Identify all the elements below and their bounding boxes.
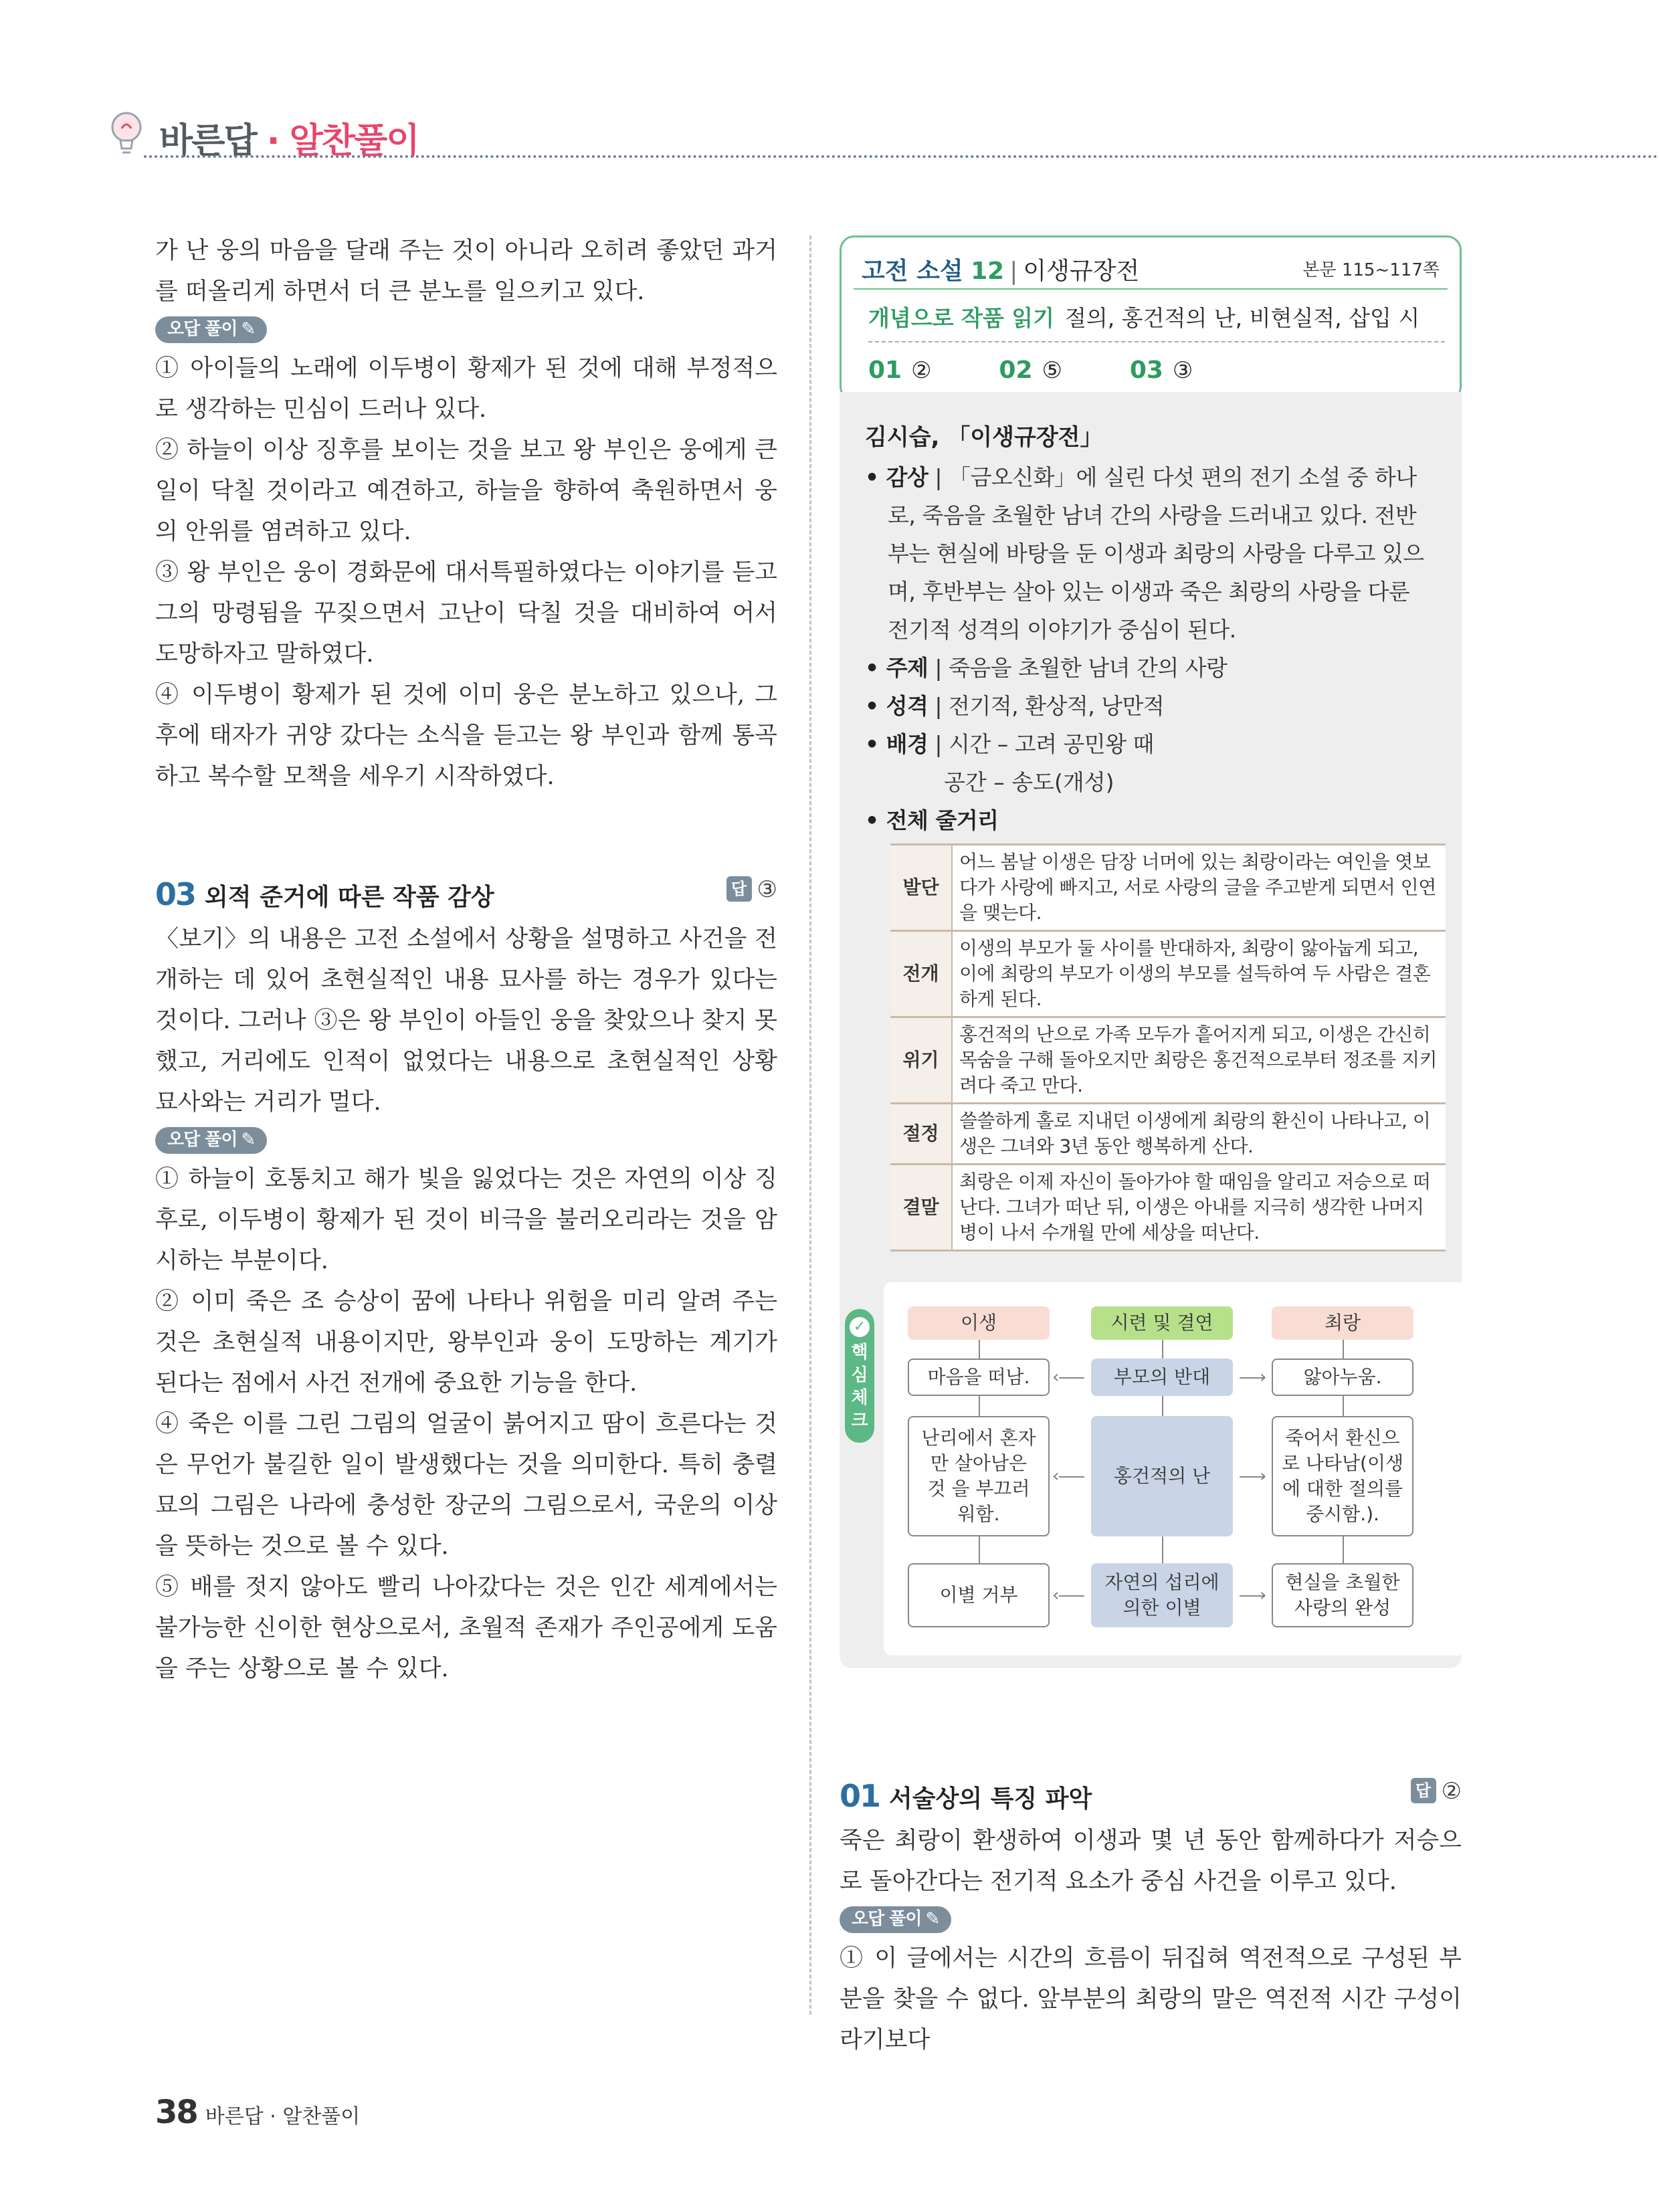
connector-line — [1162, 1536, 1163, 1563]
question-01-body: 죽은 최랑이 환생하여 이생과 몇 년 동안 함께하다가 저승으로 돌아간다는 전기적 요소가 중심 사건을 이루고 있다. — [840, 1827, 1462, 1895]
summary-theme-label: • 주제 — [865, 655, 929, 681]
pencil-icon: ✎ — [241, 319, 256, 339]
connector-line — [1343, 1340, 1344, 1359]
answer-label: 답 — [1411, 1778, 1436, 1803]
answer-value: ③ — [757, 876, 777, 903]
column-divider — [809, 235, 811, 2015]
page-footer — [155, 2094, 360, 2131]
intro-paragraph: 가 난 웅의 마음을 달래 주는 것이 아니라 오히려 좋았던 과거를 떠올리게 하면서 더 큰 분노를 일으키고 있다. — [155, 237, 777, 305]
plot-stage: 결말 — [890, 1165, 952, 1251]
page-number: 38 — [155, 2094, 197, 2131]
diagram-header: 이생 — [908, 1306, 1050, 1340]
plot-text: 어느 봄날 이생은 담장 너머에 있는 최랑이라는 여인을 엿보다가 사랑에 빠지고, 서로 사랑의 글을 주고받게 되면서 인연을 맺는다. — [952, 845, 1446, 931]
concept-text: 절의, 홍건적의 난, 비현실적, 삽입 시 — [1065, 305, 1420, 331]
concept-label: 개념으로 작품 읽기 — [868, 305, 1055, 331]
work-name: 이생규장전 — [1023, 258, 1140, 285]
question-03-header — [155, 876, 777, 919]
connector-line — [979, 1396, 980, 1416]
plot-stage: 위기 — [890, 1017, 952, 1104]
arrow-line — [1059, 1476, 1084, 1478]
plot-row — [890, 931, 1446, 1017]
wrong-answer-tag-label: 오답 풀이 — [167, 319, 237, 339]
question-01-header — [840, 1778, 1462, 1821]
summary-appreciation: • 감상 | 「금오신화」에 실린 다섯 편의 전기 소설 중 하나로, 죽음을 초월한 남녀 간의 사랑을 드러내고 있다. 전반부는 현실에 바탕을 둔 이생과 최랑의 사랑을 다루고 있으며, 후반부는 살아 있는 이생과 죽은 최랑의 사랑을 다룬 전기적 성격의 이야기가 중심이 된다. — [865, 464, 1424, 643]
pencil-icon: ✎ — [925, 1909, 940, 1929]
diagram-header: 시련 및 결연 — [1091, 1306, 1233, 1340]
plot-row — [890, 1104, 1446, 1165]
diagram-header: 최랑 — [1272, 1306, 1413, 1340]
spacer — [155, 797, 777, 876]
explanation-item: ① 하늘이 호통치고 해가 빛을 잃었다는 것은 자연의 이상 징후로, 이두병이 황제가 된 것이 비극을 불러오리라는 것을 암시하는 부분이다. — [155, 1166, 777, 1274]
lightbulb-icon — [107, 110, 146, 158]
question-03-body: 〈보기〉의 내용은 고전 소설에서 상황을 설명하고 사건을 전개하는 데 있어 초현실적인 내용 묘사를 하는 경우가 있다는 것이다. 그러나 ③은 왕 부인이 아들인 웅을 찾았으나 찾지 못했고, 거리에도 인적이 없었다는 내용으로 초현실적인 상황 묘사와는 거리가 멀다. — [155, 926, 777, 1116]
work-card-title-bar — [854, 244, 1448, 290]
explanation-item: ① 아이들의 노래에 이두병이 황제가 된 것에 대해 부정적으로 생각하는 민심이 드러나 있다. — [155, 355, 777, 423]
explanation-item: ④ 이두병이 황제가 된 것에 이미 웅은 분노하고 있으나, 그 후에 태자가 귀양 갔다는 소식을 듣고는 왕 부인과 함께 통곡하고 복수할 모책을 세우기 시작하였다. — [155, 682, 777, 790]
summary-setting-label: • 배경 — [865, 731, 929, 757]
title-separator: | — [1009, 258, 1018, 285]
diagram-node: 부모의 반대 — [1091, 1359, 1233, 1396]
page-header — [107, 107, 1659, 161]
summary-setting-time: 시간 – 고려 공민왕 때 — [948, 731, 1154, 757]
diagram-node: 앓아누움. — [1272, 1359, 1413, 1396]
summary-nature-text: 전기적, 환상적, 낭만적 — [948, 693, 1165, 719]
arrow-left-icon: ‹ — [1052, 1585, 1060, 1605]
summary-nature: • 성격 | 전기적, 환상적, 낭만적 — [865, 693, 1165, 719]
answer-key-number: 02 — [999, 357, 1033, 384]
wrong-answer-tag-label: 오답 풀이 — [167, 1130, 237, 1150]
plot-stage: 발단 — [890, 845, 952, 931]
pencil-icon: ✎ — [241, 1130, 256, 1150]
answer-key-value: ② — [911, 357, 932, 384]
summary-appreciation-label: • 감상 — [865, 464, 929, 490]
diagram-node: 홍건적의 난 — [1091, 1416, 1233, 1536]
concept-dashed-rule — [868, 341, 1445, 342]
answer-badge — [726, 876, 777, 903]
right-column — [840, 235, 1462, 1668]
summary-setting-space: 공간 – 송도(개성) — [944, 769, 1114, 795]
answer-value: ② — [1441, 1778, 1462, 1805]
core-check-diagram — [851, 1282, 1466, 1655]
summary-theme-text: 죽음을 초월한 남녀 간의 사랑 — [948, 655, 1228, 681]
plot-text: 이생의 부모가 둘 사이를 반대하자, 최랑이 앓아눕게 되고, 이에 최랑의 부모가 이생의 부모를 설득하여 두 사람은 결혼하게 된다. — [952, 931, 1446, 1017]
plot-stage: 절정 — [890, 1104, 952, 1165]
work-card — [840, 235, 1462, 401]
diagram-node: 이별 거부 — [908, 1563, 1050, 1627]
header-title-dot: · — [256, 121, 290, 161]
answer-key-number: 03 — [1129, 357, 1163, 384]
connector-line — [1343, 1536, 1344, 1563]
plot-stage: 전개 — [890, 931, 952, 1017]
left-column — [155, 231, 777, 1690]
connector-line — [1162, 1340, 1163, 1359]
plot-row — [890, 1165, 1446, 1251]
explanation-item: ③ 왕 부인은 웅이 경화문에 대서특필하였다는 이야기를 듣고 그의 망령됨을 꾸짖으면서 고난이 닥칠 것을 대비하여 어서 도망하자고 말하였다. — [155, 559, 777, 668]
question-title: 서술상의 특징 파악 — [889, 1785, 1092, 1813]
explanation-item: ① 이 글에서는 시간의 흐름이 뒤집혀 역전적으로 구성된 부분을 찾을 수 없다. 앞부분의 최랑의 말은 역전적 시간 구성이라기보다 — [840, 1945, 1462, 2053]
connector-line — [979, 1340, 980, 1359]
diagram-node: 죽어서 환신으 로 나타남(이생 에 대한 절의를 중시함.). — [1272, 1416, 1413, 1536]
plot-table — [890, 843, 1446, 1251]
question-number: 01 — [840, 1778, 880, 1814]
header-title-sub: 알찬풀이 — [289, 121, 419, 161]
arrow-right-icon: › — [1260, 1585, 1267, 1605]
arrow-right-icon: › — [1260, 1367, 1267, 1387]
summary-appreciation-text: 「금오신화」에 실린 다섯 편의 전기 소설 중 하나로, 죽음을 초월한 남녀 간의 사랑을 드러내고 있다. 전반부는 현실에 바탕을 둔 이생과 최랑의 사랑을 다루고 있으며, 후반부는 살아 있는 이생과 죽은 최랑의 사랑을 다룬 전기적 성격의 이야기가 중심이 된다. — [888, 464, 1424, 643]
explanation-item: ⑤ 배를 젓지 않아도 빨리 나아갔다는 것은 인간 세계에서는 불가능한 신이한 현상으로서, 초월적 존재가 주인공에게 도움을 주는 상황으로 볼 수 있다. — [155, 1574, 777, 1682]
answer-key-item — [999, 357, 1062, 384]
answer-badge — [1411, 1778, 1462, 1805]
wrong-answer-tag — [155, 1127, 267, 1154]
work-card-title — [862, 252, 1139, 286]
diagram-node: 자연의 섭리에 의한 이별 — [1091, 1563, 1233, 1627]
concept-line — [868, 301, 1420, 332]
answer-key-item — [868, 357, 932, 384]
core-check-tab — [845, 1309, 874, 1443]
wrong-answer-tag-label: 오답 풀이 — [852, 1909, 922, 1929]
answer-label: 답 — [726, 876, 752, 902]
arrow-line — [1059, 1377, 1084, 1379]
plot-text: 최랑은 이제 자신이 돌아가야 할 때임을 알리고 저승으로 떠난다. 그녀가 떠난 뒤, 이생은 아내를 지극히 생각한 나머지 병이 나서 수개월 만에 세상을 떠난다. — [952, 1165, 1446, 1251]
summary-plot — [865, 801, 1436, 839]
diagram-node: 현실을 초월한 사랑의 완성 — [1272, 1563, 1413, 1627]
plot-row — [890, 1017, 1446, 1104]
question-title: 외적 준거에 따른 작품 감상 — [205, 884, 494, 911]
connector-line — [1162, 1396, 1163, 1416]
arrow-left-icon: ‹ — [1052, 1367, 1060, 1387]
plot-row — [890, 845, 1446, 931]
wrong-answer-tag — [155, 316, 267, 343]
arrow-right-icon: › — [1260, 1466, 1267, 1486]
arrow-left-icon: ‹ — [1052, 1466, 1060, 1486]
answer-key — [868, 357, 1253, 384]
arrow-line — [1059, 1595, 1084, 1597]
header-title-main: 바른답 — [159, 121, 256, 161]
diagram-node: 마음을 떠남. — [908, 1359, 1050, 1396]
diagram-node: 난리에서 혼자 만 살아남은 것 을 부끄러워함. — [908, 1416, 1050, 1536]
plot-text: 쓸쓸하게 홀로 지내던 이생에게 최랑의 환신이 나타나고, 이생은 그녀와 3년 동안 행복하게 산다. — [952, 1104, 1446, 1165]
answer-key-value: ⑤ — [1042, 357, 1062, 384]
work-summary-box — [840, 392, 1462, 1668]
header-dotted-rule — [144, 155, 1659, 158]
wrong-answer-tag — [840, 1906, 951, 1933]
footer-text: 바른답 · 알찬풀이 — [205, 2105, 361, 2128]
check-icon: ✓ — [850, 1317, 870, 1337]
connector-line — [1343, 1396, 1344, 1416]
work-category: 고전 소설 — [862, 258, 963, 285]
answer-key-item — [1130, 357, 1193, 384]
summary-setting: • 배경 | 시간 – 고려 공민왕 때 — [865, 731, 1154, 757]
summary-title: 김시습, 「이생규장전」 — [865, 424, 1103, 451]
work-pages: 본문 115~117쪽 — [1302, 260, 1440, 280]
summary-plot-label: • 전체 줄거리 — [865, 807, 999, 833]
question-01 — [840, 1778, 1462, 2061]
summary-theme: • 주제 | 죽음을 초월한 남녀 간의 사랑 — [865, 655, 1228, 681]
explanation-item: ② 하늘이 이상 징후를 보이는 것을 보고 왕 부인은 웅에게 큰일이 닥칠 것이라고 예견하고, 하늘을 향하여 축원하면서 웅의 안위를 염려하고 있다. — [155, 437, 777, 545]
summary-nature-label: • 성격 — [865, 693, 929, 719]
question-number: 03 — [155, 876, 196, 912]
core-check-tab-label: 핵심체크 — [851, 1342, 868, 1431]
explanation-item: ② 이미 죽은 조 승상이 꿈에 나타나 위험을 미리 알려 주는 것은 초현실적 내용이지만, 왕부인과 웅이 도망하는 계기가 된다는 점에서 사건 전개에 중요한 기능을 한다. — [155, 1288, 777, 1397]
connector-line — [979, 1536, 980, 1563]
answer-key-number: 01 — [868, 357, 902, 384]
plot-text: 홍건적의 난으로 가족 모두가 흩어지게 되고, 이생은 간신히 목숨을 구해 돌아오지만 최랑은 홍건적으로부터 정조를 지키려다 죽고 만다. — [952, 1017, 1446, 1104]
explanation-item: ④ 죽은 이를 그린 그림의 얼굴이 붉어지고 땀이 흐른다는 것은 무언가 불길한 일이 발생했다는 것을 의미한다. 특히 충렬묘의 그림은 나라에 충성한 장군의 그림으로서, 국운의 이상을 뜻하는 것으로 볼 수 있다. — [155, 1411, 777, 1560]
work-number: 12 — [971, 258, 1005, 285]
answer-key-value: ③ — [1172, 357, 1193, 384]
